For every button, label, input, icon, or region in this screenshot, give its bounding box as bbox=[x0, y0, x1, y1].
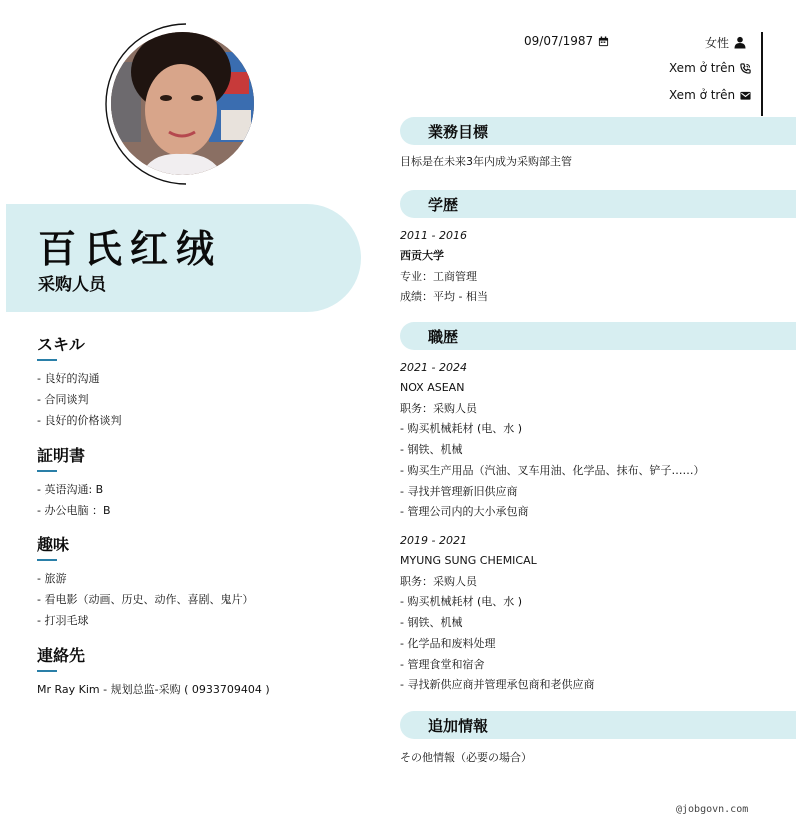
heading-underline bbox=[37, 359, 57, 361]
job-duty: - 购买机械耗材 (电、水 ) bbox=[400, 422, 523, 436]
objective-section bbox=[400, 152, 790, 173]
experience-job-2 bbox=[400, 531, 790, 696]
job-title: 采购人员 bbox=[38, 275, 106, 295]
experience-heading: 職歴 bbox=[428, 328, 459, 346]
gender-row bbox=[705, 34, 746, 51]
email-value: Xem ở trên bbox=[669, 88, 736, 102]
education-heading: 学歴 bbox=[428, 196, 459, 214]
calendar-icon bbox=[598, 36, 609, 47]
experience-job-1 bbox=[400, 358, 790, 523]
heading-underline bbox=[37, 670, 57, 672]
avatar-photo bbox=[111, 32, 254, 175]
objective-heading-band bbox=[400, 117, 796, 145]
list-item: - 英语沟通: B bbox=[37, 483, 104, 496]
additional-heading: 追加情報 bbox=[428, 717, 489, 735]
list-item: - 旅游 bbox=[37, 572, 67, 585]
certificates-section bbox=[37, 443, 357, 521]
email-row bbox=[669, 88, 751, 102]
heading-underline bbox=[37, 559, 57, 561]
gender-value: 女性 bbox=[705, 36, 730, 50]
additional-text: その他情報（必要の場合） bbox=[400, 751, 532, 764]
job-duty: - 管理公司内的大小承包商 bbox=[400, 505, 529, 519]
name-banner bbox=[6, 204, 361, 312]
job-duty: - 购买机械耗材 (电、水 ) bbox=[400, 595, 523, 609]
job-period: 2021 - 2024 bbox=[400, 361, 467, 374]
candidate-name: 百氏红绒 bbox=[38, 227, 223, 271]
avatar bbox=[111, 32, 254, 175]
references-heading: 連絡先 bbox=[37, 646, 86, 665]
person-icon bbox=[734, 36, 746, 49]
skills-section bbox=[37, 332, 357, 431]
education-period: 2011 - 2016 bbox=[400, 229, 467, 242]
education-section bbox=[400, 226, 790, 308]
experience-heading-band bbox=[400, 322, 796, 350]
job-duty: - 钢铁、机械 bbox=[400, 443, 463, 457]
skills-heading: スキル bbox=[37, 335, 85, 354]
job-company: NOX ASEAN bbox=[400, 381, 465, 394]
education-grade: 成绩：平均 - 相当 bbox=[400, 290, 488, 304]
additional-section bbox=[400, 748, 790, 769]
job-role: 职务：采购人员 bbox=[400, 574, 477, 588]
job-period: 2019 - 2021 bbox=[400, 534, 467, 547]
objective-heading: 業務目標 bbox=[428, 123, 489, 141]
list-item: - 合同谈判 bbox=[37, 393, 89, 406]
list-item: - 看电影（动画、历史、动作、喜剧、鬼片） bbox=[37, 593, 254, 606]
heading-underline bbox=[37, 470, 57, 472]
references-section bbox=[37, 643, 357, 700]
job-duty: - 化学品和废料处理 bbox=[400, 636, 496, 650]
education-heading-band bbox=[400, 190, 796, 218]
list-item: - 办公电脑 ：B bbox=[37, 504, 111, 517]
job-company: MYUNG SUNG CHEMICAL bbox=[400, 554, 537, 567]
job-duty: - 寻找新供应商并管理承包商和老供应商 bbox=[400, 678, 595, 692]
birthdate-value: 09/07/1987 bbox=[524, 34, 594, 48]
contact-divider bbox=[761, 32, 763, 116]
certificates-heading: 証明書 bbox=[37, 446, 86, 465]
phone-icon bbox=[740, 63, 751, 74]
hobbies-section bbox=[37, 532, 357, 631]
job-duty: - 购买生产用品（汽油、叉车用油、化学品、抹布、铲子……） bbox=[400, 463, 705, 477]
objective-text: 目标是在未来3年内成为采购部主管 bbox=[400, 155, 572, 168]
list-item: - 良好的沟通 bbox=[37, 372, 100, 385]
profile-photo-block bbox=[102, 22, 262, 184]
phone-row bbox=[669, 61, 751, 75]
job-duty: - 钢铁、机械 bbox=[400, 616, 463, 630]
hobbies-heading: 趣味 bbox=[37, 535, 70, 554]
list-item: Mr Ray Kim - 规划总监-采购 ( 0933709404 ) bbox=[37, 683, 270, 696]
list-item: - 良好的价格谈判 bbox=[37, 414, 122, 427]
birthdate-row bbox=[524, 34, 609, 48]
watermark: @jobgovn.com bbox=[676, 804, 749, 815]
job-duty: - 寻找并管理新旧供应商 bbox=[400, 484, 518, 498]
education-school: 西贡大学 bbox=[400, 249, 444, 262]
education-major: 专业：工商管理 bbox=[400, 269, 477, 283]
job-duty: - 管理食堂和宿舍 bbox=[400, 657, 485, 671]
envelope-icon bbox=[740, 90, 751, 101]
additional-heading-band bbox=[400, 711, 796, 739]
list-item: - 打羽毛球 bbox=[37, 614, 89, 627]
phone-value: Xem ở trên bbox=[669, 61, 736, 75]
job-role: 职务：采购人员 bbox=[400, 401, 477, 415]
